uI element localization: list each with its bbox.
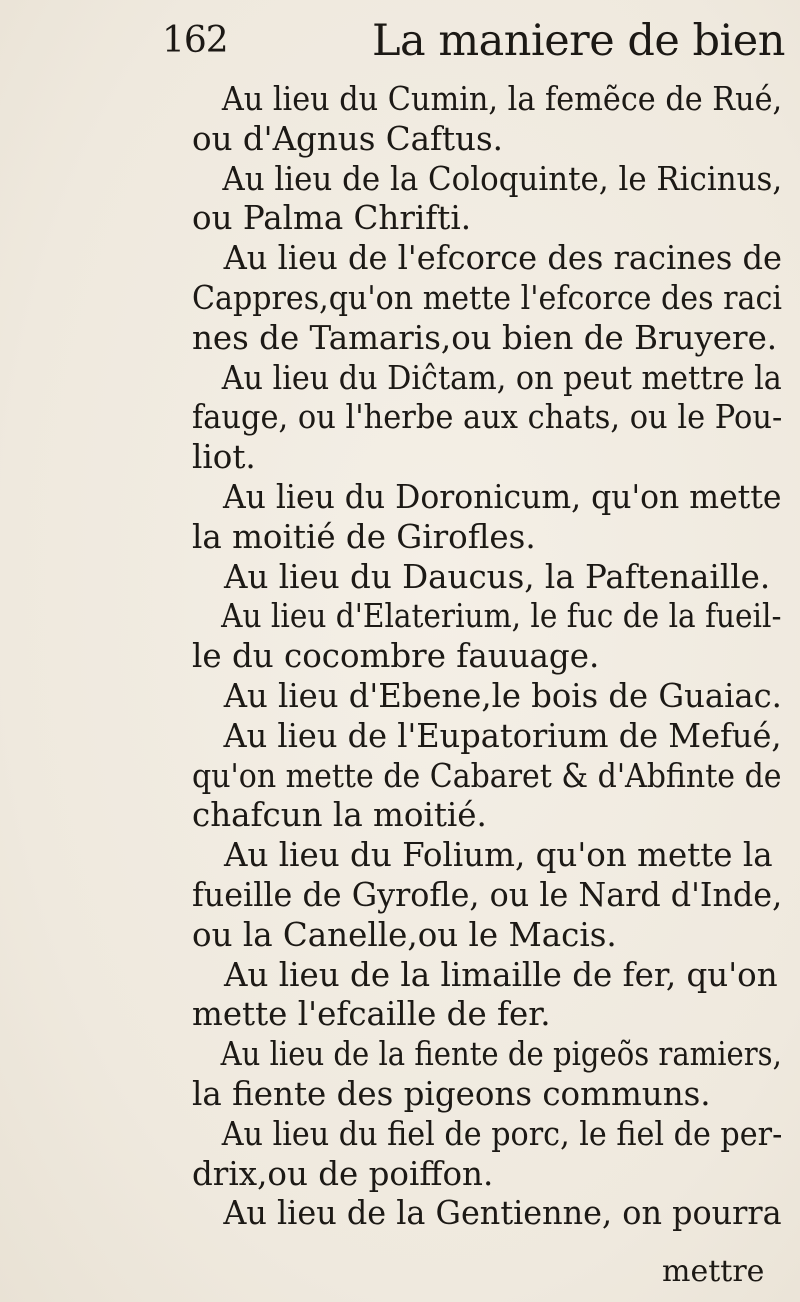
text-line: ou d'Agnus Caftus.: [192, 119, 503, 158]
text-line: mette l'efcaille de fer.: [192, 995, 551, 1034]
page-header: [162, 10, 785, 74]
text-line: Au lieu de la limaille de fer, qu'on: [224, 955, 778, 994]
text-line: fauge, ou l'herbe aux chats, ou le Pou-: [192, 398, 783, 437]
text-line: la moitié de Girofles.: [192, 517, 536, 556]
text-line: Au lieu de la Coloquinte, le Ricinus,: [222, 159, 783, 198]
text-line: Au lieu de l'efcorce des racines de: [223, 239, 783, 278]
text-line: Cappres,qu'on mette l'efcorce des raci: [192, 278, 782, 317]
text-line: liot.: [192, 438, 256, 477]
text-line: Au lieu du Folium, qu'on mette la: [224, 836, 773, 875]
page-number: 162: [162, 20, 228, 61]
running-head: La maniere de bien: [372, 16, 785, 66]
text-line: Au lieu de la Gentienne, on pourra: [223, 1194, 782, 1233]
text-line: ou la Canelle,ou le Macis.: [192, 915, 617, 954]
text-line: chafcun la moitié.: [192, 796, 487, 835]
text-line: Au lieu du Doronicum, qu'on mette: [222, 477, 782, 516]
text-line: Au lieu d'Elaterium, le fuc de la fueil-: [221, 597, 782, 636]
text-line: le du cocombre fauuage.: [192, 637, 600, 676]
body-text: [192, 80, 782, 1234]
text-line: Au lieu du Cumin, la femẽce de Rué,: [221, 80, 783, 118]
catchword: mettre: [662, 1254, 765, 1289]
text-line: nes de Tamaris,ou bien de Bruyere.: [192, 318, 778, 357]
text-line: Au lieu de l'Eupatorium de Mefué,: [223, 716, 782, 755]
text-line: qu'on mette de Cabaret & d'Abfinte de: [192, 756, 782, 795]
text-line: Au lieu du fiel de porc, le fiel de per-: [221, 1114, 783, 1153]
text-line: la fiente des pigeons communs.: [192, 1074, 711, 1113]
text-line: Au lieu du Diĉtam, on peut mettre la: [221, 358, 782, 397]
text-line: Au lieu d'Ebene,le bois de Guaiac.: [223, 676, 782, 715]
text-line: Au lieu de la fiente de pigeõs ramiers,: [220, 1035, 782, 1074]
text-line: Au lieu du Daucus, la Paftenaille.: [224, 557, 771, 596]
text-line: ou Palma Chrifti.: [192, 199, 472, 238]
text-line: fueille de Gyrofle, ou le Nard d'Inde,: [192, 875, 783, 914]
text-line: drix,ou de poiffon.: [192, 1154, 494, 1193]
